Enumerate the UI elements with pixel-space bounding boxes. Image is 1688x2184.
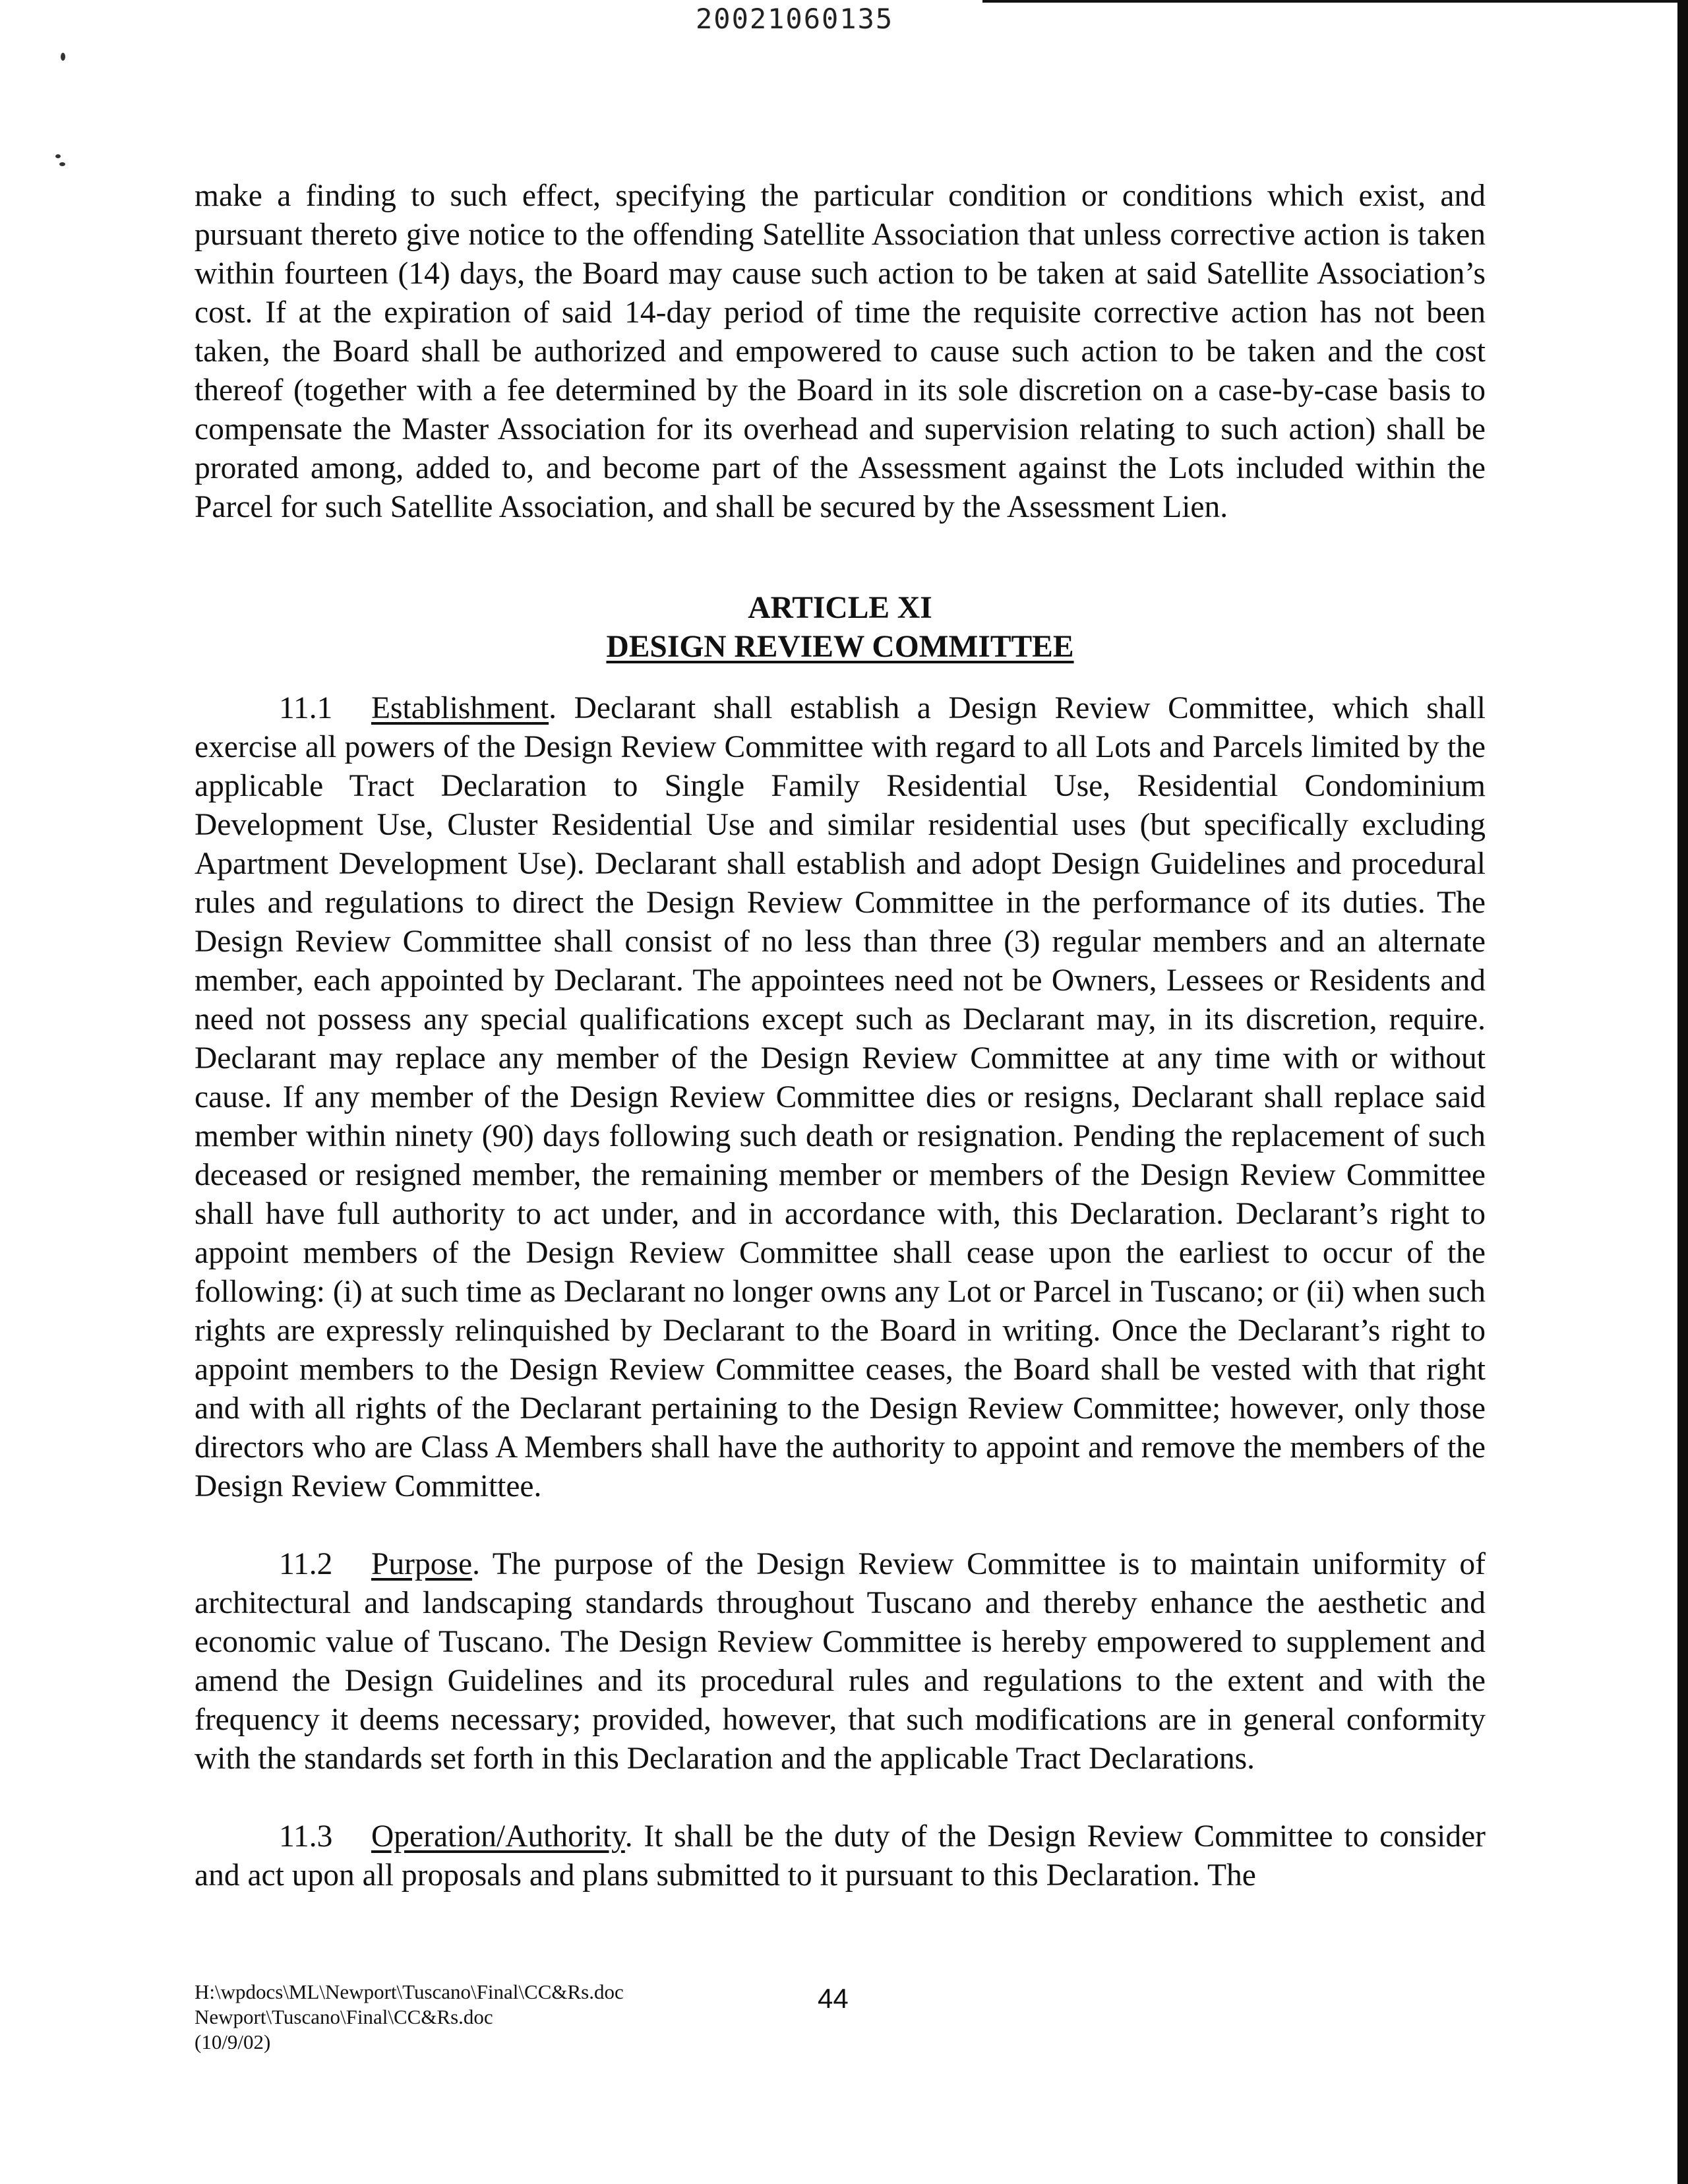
section-11-2: 11.2 Purpose. The purpose of the Design Review Committee is to maintain uniformity of architectural and landscaping standards throughout Tuscano and thereby enhance the aesthetic and economic value of Tuscano. The Design Review Committee is hereby empowered to supplement and amend the Design Guidelines and its procedural rules and regulations to the extent and with the frequency it deems necessary; provided, however, that such modifications are in general conformity with the standards set forth in this Declaration and the applicable Tract Declarations.: [195, 1545, 1486, 1778]
footer-path-line-1: H:\wpdocs\ML\Newport\Tuscano\Final\CC&Rs.doc: [195, 1980, 624, 2003]
right-edge-rule: [1677, 0, 1688, 2184]
section-11-1: 11.1 Establishment. Declarant shall establish a Design Review Committee, which shall exercise all powers of the Design Review Committee with regard to all Lots and Parcels limited by the applicable Tract Declaration to Single Family Residential Use, Residential Condominium Development Use, Cluster Residential Use and similar residential uses (but specifically excluding Apartment Development Use). Declarant shall establish and adopt Design Guidelines and procedural rules and regulations to direct the Design Review Committee in the performance of its duties. The Design Review Committee shall consist of no less than three (3) regular members and an alternate member, each appointed by Declarant. The appointees need not be Owners, Lessees or Residents and need not possess any special qualifications except such as Declarant may, in its discretion, require. Declarant may replace any member of the Design Review Committee at any time with or without cause. If any member of the Design Review Committee dies or resigns, Declarant shall replace said member within ninety (90) days following such death or resignation. Pending the replacement of such deceased or resigned member, the remaining member or members of the Design Review Committee shall have full authority to act under, and in accordance with, this Declaration. Declarant’s right to appoint members of the Design Review Committee shall cease upon the earliest to occur of the following: (i) at such time as Declarant no longer owns any Lot or Parcel in Tuscano; or (ii) when such rights are expressly relinquished by Declarant to the Board in writing. Once the Declarant’s right to appoint members to the Design Review Committee ceases, the Board shall be vested with that right and with all rights of the Declarant pertaining to the Design Review Committee; however, only those directors who are Class A Members shall have the authority to appoint and remove the members of the Design Review Committee.: [195, 689, 1486, 1506]
top-edge-rule: [982, 0, 1688, 3]
footer-path-line-2: Newport\Tuscano\Final\CC&Rs.doc: [195, 2005, 493, 2028]
section-text: It shall be the duty of the Design Review Committee to consider and act upon all proposals and plans submitted to it pursuant to this Declaration. The: [195, 1819, 1486, 1893]
document-body: [195, 177, 1486, 1895]
scan-speck: [55, 154, 61, 158]
page-number: 44: [818, 1983, 849, 2014]
scan-speck: [59, 162, 65, 166]
section-text: Declarant shall establish a Design Review Committee, which shall exercise all powers of the Design Review Committee with regard to all Lots and Parcels limited by the applicable Tract Declaration to Single Family Residential Use, Residential Condominium Development Use, Cluster Residential Use and similar residential uses (but specifically excluding Apartment Development Use). Declarant shall establish and adopt Design Guidelines and procedural rules and regulations to direct the Design Review Committee in the performance of its duties. The Design Review Committee shall consist of no less than three (3) regular members and an alternate member, each appointed by Declarant. The appointees need not be Owners, Lessees or Residents and need not possess any special qualifications except such as Declarant may, in its discretion, require. Declarant may replace any member of the Design Review Committee at any time with or without cause. If any member of the Design Review Committee dies or resigns, Declarant shall replace said member within ninety (90) days following such death or resignation. Pending the replacement of such deceased or resigned member, the remaining member or members of the Design Review Committee shall have full authority to act under, and in accordance with, this Declaration. Declarant’s right to appoint members of the Design Review Committee shall cease upon the earliest to occur of the following: (i) at such time as Declarant no longer owns any Lot or Parcel in Tuscano; or (ii) when such rights are expressly relinquished by Declarant to the Board in writing. Once the Declarant’s right to appoint members to the Design Review Committee ceases, the Board shall be vested with that right and with all rights of the Declarant pertaining to the Design Review Committee; however, only those directors who are Class A Members shall have the authority to appoint and remove the members of the Design Review Committee.: [195, 691, 1486, 1503]
section-number: 11.3: [279, 1819, 333, 1854]
footer-date: (10/9/02): [195, 2030, 271, 2053]
section-title: Establishment: [371, 691, 549, 725]
article-heading: [195, 589, 1486, 667]
document-id-stamp: 20021060135: [696, 3, 894, 35]
section-number: 11.2: [279, 1547, 333, 1581]
footer-file-info: [195, 1980, 624, 2055]
section-title: Operation/Authority: [371, 1819, 625, 1854]
section-number: 11.1: [279, 691, 333, 725]
continued-paragraph: make a finding to such effect, specifying the particular condition or conditions which exist, and pursuant thereto give notice to the offending Satellite Association that unless corrective action is taken within fourteen (14) days, the Board may cause such action to be taken at said Satellite Association’s cost. If at the expiration of said 14-day period of time the requisite corrective action has not been taken, the Board shall be authorized and empowered to cause such action to be taken and the cost thereof (together with a fee determined by the Board in its sole discretion on a case-by-case basis to compensate the Master Association for its overhead and supervision relating to such action) shall be prorated among, added to, and become part of the Assessment against the Lots included within the Parcel for such Satellite Association, and shall be secured by the Assessment Lien.: [195, 179, 1486, 524]
scan-speck: [61, 53, 65, 61]
section-11-3: 11.3 Operation/Authority. It shall be the duty of the Design Review Committee to consider and act upon all proposals and plans submitted to it pursuant to this Declaration. The: [195, 1817, 1486, 1895]
section-text: The purpose of the Design Review Committee is to maintain uniformity of architectural and landscaping standards throughout Tuscano and thereby enhance the aesthetic and economic value of Tuscano. The Design Review Committee is hereby empowered to supplement and amend the Design Guidelines and its procedural rules and regulations to the extent and with the frequency it deems necessary; provided, however, that such modifications are in general conformity with the standards set forth in this Declaration and the applicable Tract Declarations.: [195, 1547, 1486, 1776]
section-title: Purpose: [371, 1547, 473, 1581]
article-number: ARTICLE XI: [748, 591, 932, 625]
article-title: DESIGN REVIEW COMMITTEE: [606, 630, 1074, 664]
